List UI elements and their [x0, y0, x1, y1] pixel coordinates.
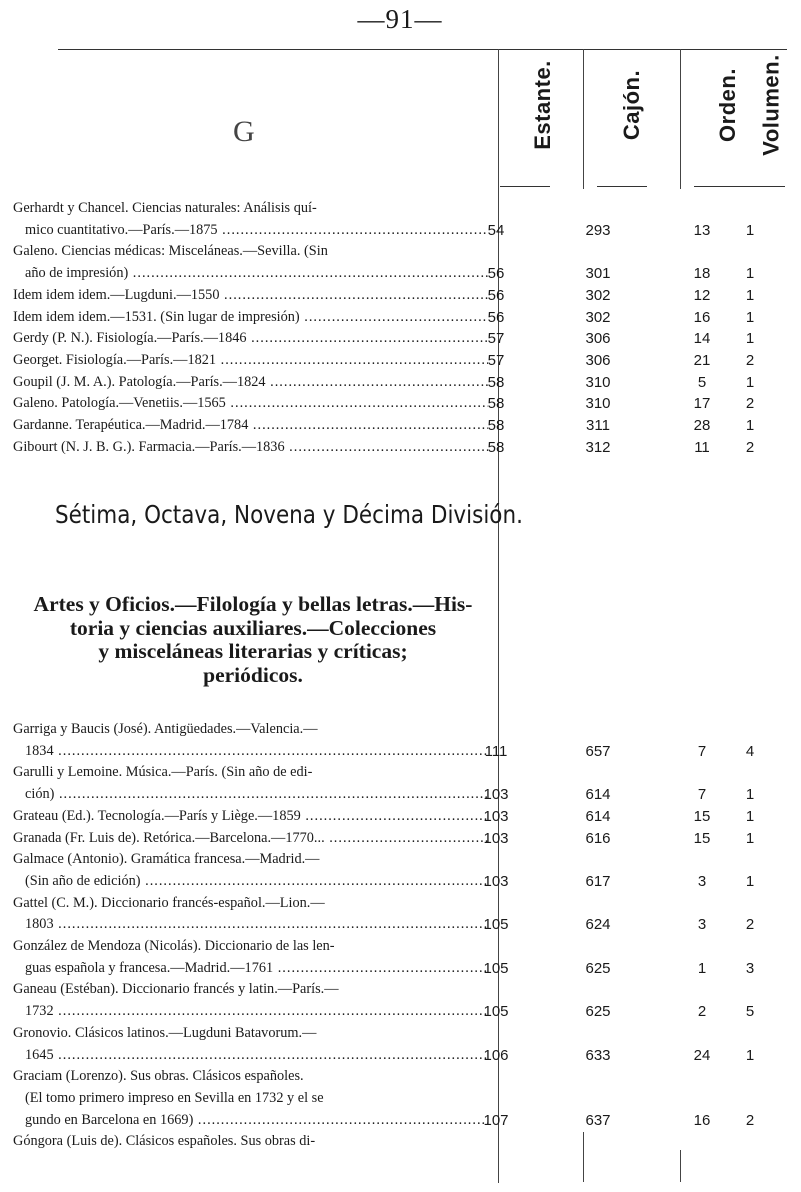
estante-value: 111 [484, 742, 508, 760]
entry-text-line: Idem idem idem.—Lugduni.—1550 ..... [13, 285, 488, 307]
volumen-value: 2 [745, 1111, 755, 1129]
cajon-value: 293 [585, 221, 611, 239]
entry-text-line: Galmace (Antonio). Gramática francesa.—Madrid.— [13, 851, 320, 868]
estante-value: 58 [487, 417, 505, 434]
volumen-value: 1 [745, 221, 755, 239]
entry-text-line: Gerhardt y Chancel. Ciencias naturales: Análisis quí- [13, 200, 317, 216]
estante-value: 58 [487, 395, 505, 413]
cajon-value: 301 [585, 265, 611, 283]
cajon-value: 306 [585, 330, 611, 348]
entry-text-line: año de impresión) ..... [13, 263, 488, 285]
catalog-entry [13, 828, 488, 850]
volumen-value: 1 [745, 373, 755, 391]
cajon-value: 625 [585, 1003, 611, 1021]
catalog-entry [13, 893, 488, 936]
orden-value: 15 [693, 829, 711, 847]
cajon-value: 625 [585, 959, 611, 977]
estante-value: 54 [487, 221, 505, 239]
volumen-value: 2 [745, 916, 755, 934]
estante-value: 105 [483, 959, 509, 977]
cajon-value: 310 [585, 373, 611, 391]
entry-text-line: Goupil (J. M. A.). Patología.—París.—1824 ..... [13, 372, 488, 394]
volumen-value: 4 [745, 742, 755, 760]
column-header-cajon: Cajón. [619, 69, 645, 141]
entry-text-line: Galeno. Patología.—Venetiis.—1565 ..... [13, 393, 488, 415]
orden-value: 3 [697, 872, 707, 890]
division-title: Sétima, Octava, Novena y Décima División. [55, 500, 523, 529]
catalog-entry [13, 393, 488, 415]
header-underline [735, 186, 785, 187]
catalog-entry [13, 350, 488, 372]
orden-value: 3 [697, 916, 707, 934]
estante-value: 103 [483, 786, 509, 804]
cajon-value: 624 [585, 916, 611, 934]
catalog-entry [13, 1131, 488, 1153]
entry-text-line: Galeno. Ciencias médicas: Misceláneas.—Sevilla. (Sin [13, 243, 328, 260]
entry-text-line: Idem idem idem.—1531. (Sin lugar de impresión) ..... [13, 307, 488, 329]
orden-value: 12 [693, 286, 711, 304]
estante-value: 57 [487, 351, 505, 369]
entry-text-line: Gerdy (P. N.). Fisiología.—París.—1846 ..... [13, 328, 488, 350]
volumen-value: 1 [745, 265, 755, 283]
catalog-entry [13, 806, 488, 828]
column-header-volumen: Volumen. [759, 54, 785, 156]
volumen-value: 1 [745, 786, 755, 804]
volumen-value: 5 [745, 1003, 755, 1021]
cajon-value: 306 [585, 351, 611, 369]
orden-value: 18 [693, 265, 711, 283]
orden-value: 15 [693, 807, 711, 825]
page-number: —91— [357, 4, 443, 34]
catalog-entry [13, 285, 488, 307]
entry-text-line: mico cuantitativo.—París.—1875 ..... [13, 220, 488, 242]
orden-value: 17 [693, 395, 711, 413]
entry-text-line: guas española y francesa.—Madrid.—1761 ..... [13, 958, 488, 980]
estante-value: 105 [483, 1003, 509, 1021]
catalog-entry [13, 936, 488, 979]
entry-text-line: Gronovio. Clásicos latinos.—Lugduni Batavorum.— [13, 1024, 317, 1041]
orden-value: 28 [693, 417, 711, 434]
cajon-value: 657 [585, 742, 611, 760]
cajon-value: 614 [585, 786, 611, 804]
cajon-value: 311 [586, 417, 610, 434]
entry-text-line: Garriga y Baucis (José). Antigüedades.—Valencia.— [13, 721, 318, 737]
column-rule [680, 49, 681, 189]
cajon-value: 616 [585, 829, 611, 847]
entry-text-line: Graciam (Lorenzo). Sus obras. Clásicos españoles. [13, 1068, 304, 1085]
volumen-value: 2 [745, 351, 755, 369]
estante-value: 105 [483, 916, 509, 934]
orden-value: 2 [697, 1003, 707, 1021]
cajon-value: 310 [585, 395, 611, 413]
estante-value: 107 [483, 1111, 509, 1129]
cajon-value: 633 [585, 1046, 611, 1064]
estante-value: 103 [483, 829, 509, 847]
column-rule [583, 49, 584, 189]
entry-text-line: Grateau (Ed.). Tecnología.—París y Liège.—1859 ..... [13, 806, 488, 828]
cajon-value: 617 [585, 872, 611, 890]
orden-value: 21 [693, 351, 711, 369]
entry-text-line: Gattel (C. M.). Diccionario francés-español.—Lion.— [13, 894, 325, 911]
section-letter: G [233, 115, 255, 148]
estante-value: 58 [487, 373, 505, 391]
orden-value: 1 [697, 959, 707, 977]
entry-text-line: Garulli y Lemoine. Música.—París. (Sin año de edi- [13, 764, 313, 781]
cajon-value: 302 [585, 286, 611, 304]
estante-value: 103 [483, 872, 509, 890]
orden-value: 14 [693, 330, 711, 348]
column-header-orden: Orden. [715, 68, 740, 142]
catalog-entry [13, 1023, 488, 1066]
entry-text-line: 1732 ..... [13, 1001, 488, 1023]
orden-value: 7 [697, 786, 707, 804]
catalog-entry [13, 415, 488, 437]
cajon-value: 302 [585, 308, 611, 326]
entry-text-line: Gibourt (N. J. B. G.). Farmacia.—París.—1836 ..... [13, 437, 488, 459]
catalog-entry [13, 762, 488, 805]
header-underline [500, 186, 550, 187]
entry-text-line: Georget. Fisiología.—París.—1821 ..... [13, 350, 488, 372]
catalog-entry [13, 437, 488, 459]
orden-value: 24 [693, 1046, 711, 1064]
estante-value: 106 [483, 1046, 509, 1064]
volumen-value: 1 [745, 308, 755, 326]
estante-value: 103 [483, 807, 509, 825]
column-rule [680, 1150, 681, 1182]
entry-text-line: Góngora (Luis de). Clásicos españoles. Sus obras di- [13, 1133, 316, 1150]
header-underline [597, 186, 647, 187]
estante-value: 57 [487, 330, 505, 348]
catalog-entry [13, 241, 488, 284]
catalog-entry [13, 849, 488, 892]
volumen-value: 1 [745, 829, 755, 847]
catalog-entry [13, 328, 488, 350]
top-rule [58, 49, 787, 50]
entry-text-line: ción) ..... [13, 784, 488, 806]
volumen-value: 1 [745, 872, 755, 890]
volumen-value: 1 [745, 330, 755, 348]
cajon-value: 312 [585, 438, 611, 456]
catalog-entry [13, 307, 488, 329]
volumen-value: 2 [745, 395, 755, 413]
catalog-entry [13, 372, 488, 394]
orden-value: 16 [693, 308, 711, 326]
entry-text-line: (El tomo primero impreso en Sevilla en 1732 y el se [25, 1089, 324, 1106]
entry-text-line: González de Mendoza (Nicolás). Diccionario de las len- [13, 938, 335, 954]
orden-value: 7 [697, 742, 707, 760]
volumen-value: 2 [745, 438, 755, 456]
entry-text-line: gundo en Barcelona en 1669) ..... [13, 1110, 488, 1132]
entry-text-line: (Sin año de edición) ..... [13, 871, 488, 893]
catalog-entry [13, 198, 488, 241]
entry-text-line: Ganeau (Estéban). Diccionario francés y latin.—París.— [13, 981, 339, 998]
catalog-entry [13, 1066, 488, 1131]
entry-text-line: 1645 ..... [13, 1045, 488, 1067]
volumen-value: 1 [745, 807, 755, 825]
catalog-entry [13, 979, 488, 1022]
orden-value: 11 [694, 438, 710, 456]
cajon-value: 614 [585, 807, 611, 825]
volumen-value: 3 [745, 959, 755, 977]
entry-text-line: Granada (Fr. Luis de). Retórica.—Barcelona.—1770... ..... [13, 828, 488, 850]
cajon-value: 637 [585, 1111, 611, 1129]
subheading: Artes y Oficios.—Filología y bellas letras.—His- toria y ciencias auxiliares.—Colecciones y misceláneas literarias y críticas; periódicos. [33, 592, 473, 687]
estante-value: 58 [487, 438, 505, 456]
estante-value: 56 [487, 265, 505, 283]
column-header-estante: Estante. [530, 60, 555, 150]
catalog-entry [13, 719, 488, 762]
estante-value: 56 [487, 308, 505, 326]
volumen-value: 1 [745, 417, 755, 434]
volumen-value: 1 [745, 286, 755, 304]
volumen-value: 1 [745, 1046, 755, 1064]
column-rule [583, 1132, 584, 1182]
entry-text-line: 1803 ..... [13, 914, 488, 936]
estante-value: 56 [487, 286, 505, 304]
entry-text-line: Gardanne. Terapéutica.—Madrid.—1784 ..... [13, 415, 488, 437]
entry-text-line: 1834 ..... [13, 741, 488, 763]
orden-value: 5 [697, 373, 707, 391]
orden-value: 13 [693, 221, 711, 239]
orden-value: 16 [693, 1111, 711, 1129]
